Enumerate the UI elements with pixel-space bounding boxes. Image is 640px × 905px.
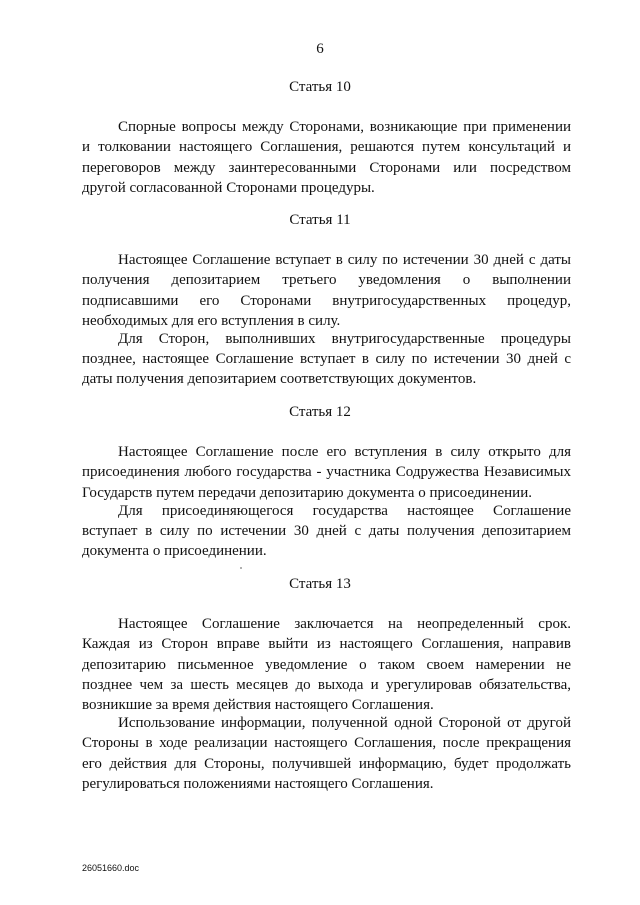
article-10-line: Спорные вопросы между Сторонами, возникающие при применении	[118, 119, 571, 135]
article-12-line: Настоящее Соглашение после его вступления в силу открыто для	[118, 444, 571, 460]
article-11-line: Для Сторон, выполнивших внутригосударственные процедуры	[118, 331, 571, 347]
article-13-line: регулироваться положениями настоящего Соглашения.	[82, 776, 434, 792]
article-13-line: Стороны в ходе реализации настоящего Соглашения, после прекращения	[82, 735, 571, 751]
page-number: 6	[316, 41, 324, 57]
article-12-line: документа о присоединении.	[82, 543, 267, 559]
article-10-line: переговоров между заинтересованными Сторонами или посредством	[82, 160, 571, 176]
article-11-line: позднее, настоящее Соглашение вступает в силу по истечении 30 дней с	[82, 351, 571, 367]
article-13-line: возникшие за время действия настоящего Соглашения.	[82, 697, 434, 713]
article-12-line: присоединения любого государства - участника Содружества Независимых	[82, 464, 571, 480]
article-10-line: другой согласованной Сторонами процедуры.	[82, 180, 375, 196]
article-11-line: Настоящее Соглашение вступает в силу по истечении 30 дней с даты	[118, 252, 571, 268]
article-12-line: Для присоединяющегося государства настоящее Соглашение	[118, 503, 571, 519]
article-11-heading: Статья 11	[289, 212, 351, 228]
article-12-line: Государств путем передачи депозитарию документа о присоединении.	[82, 485, 532, 501]
article-13-line: депозитарию письменное уведомление о таком своем намерении не	[82, 657, 571, 673]
article-12-line: вступает в силу по истечении 30 дней с даты получения депозитарием	[82, 523, 571, 539]
article-11-line: получения депозитарием третьего уведомления о выполнении	[82, 272, 571, 288]
scan-speck	[240, 567, 242, 569]
article-11-line: необходимых для его вступления в силу.	[82, 313, 341, 329]
article-12-heading: Статья 12	[289, 404, 351, 420]
article-13-line: Каждая из Сторон вправе выйти из настоящего Соглашения, направив	[82, 636, 571, 652]
article-10-heading: Статья 10	[289, 79, 351, 95]
article-13-line: его действия для Стороны, получившей информацию, будет продолжать	[82, 756, 571, 772]
article-13-line: Использование информации, полученной одной Стороной от другой	[118, 715, 571, 731]
footer-filename: 26051660.doc	[82, 863, 140, 873]
article-13-line: позднее чем за шесть месяцев до выхода и урегулировав обязательства,	[82, 677, 571, 693]
article-10-line: и толковании настоящего Соглашения, решаются путем консультаций и	[82, 139, 571, 155]
article-13-heading: Статья 13	[289, 576, 351, 592]
article-11-line: подписавшими его Сторонами внутригосударственных процедур,	[82, 293, 571, 309]
article-11-line: даты получения депозитарием соответствующих документов.	[82, 371, 477, 387]
article-13-line: Настоящее Соглашение заключается на неопределенный срок.	[118, 616, 571, 632]
